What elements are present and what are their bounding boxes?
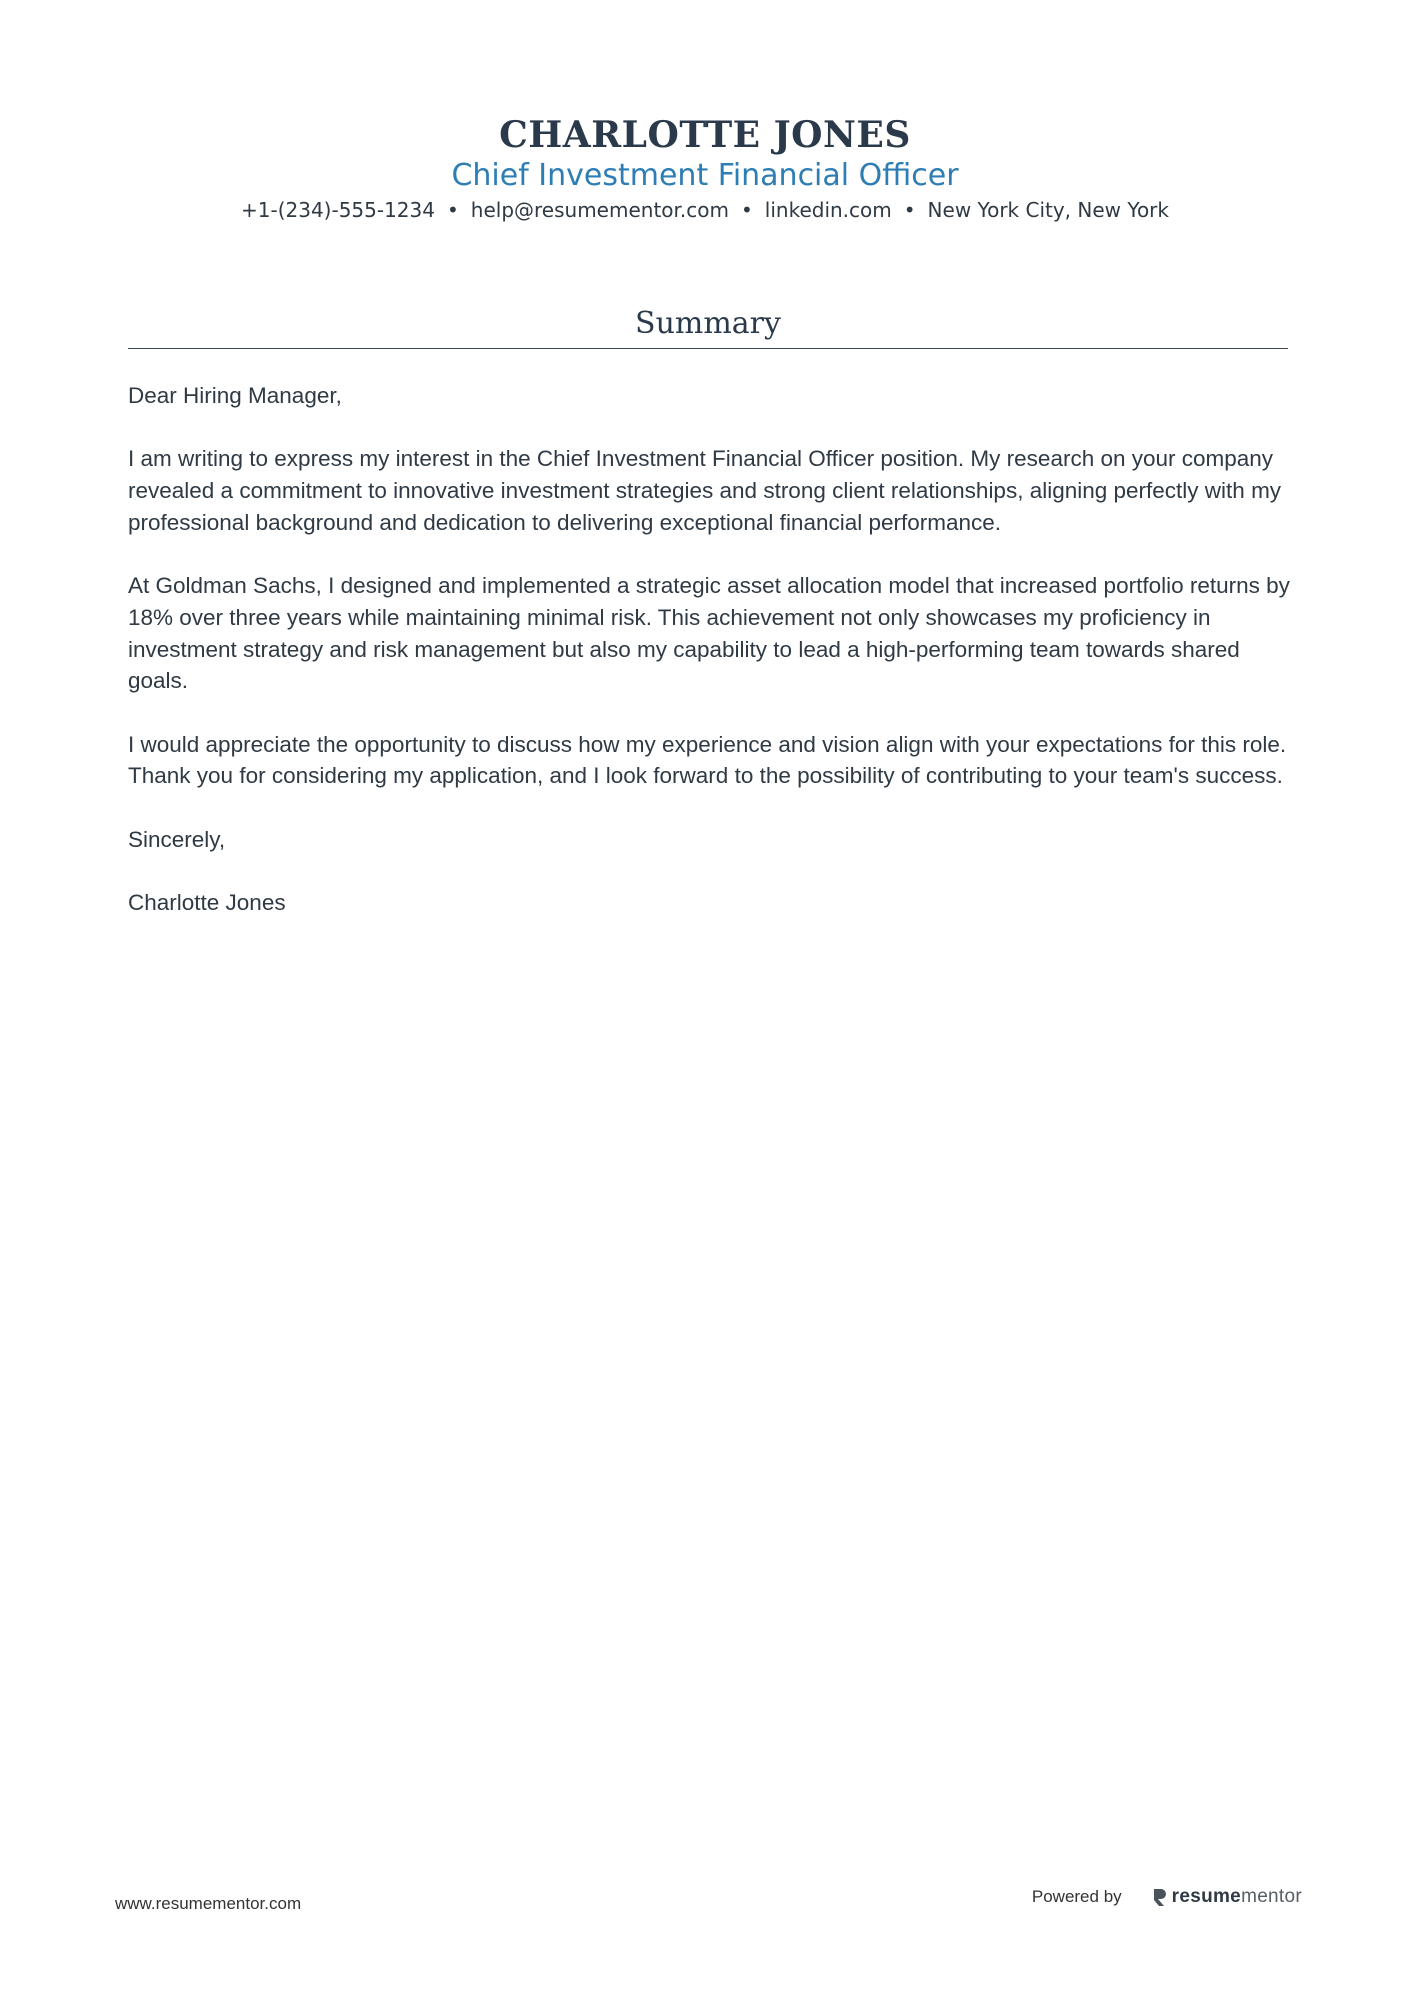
powered-by-label: Powered by [1031,1887,1122,1906]
contact-line [0,196,1410,224]
closing: Sincerely, [128,826,226,852]
resumementor-logo-icon [1152,1887,1168,1907]
contact-email: help@resumementor.com [470,198,729,222]
job-title: Chief Investment Financial Officer [451,158,959,193]
contact-separator: • [903,198,916,222]
contact-linkedin: linkedin.com [764,198,892,222]
resumementor-logo[interactable] [1152,1886,1302,1908]
letter-header [0,112,1410,224]
section-title: Summary [635,306,781,341]
contact-separator: • [740,198,753,222]
footer-branding [1032,1886,1302,1908]
signature: Charlotte Jones [128,890,286,916]
section-header [128,304,1288,349]
logo-text-resume: resume [1171,1886,1242,1907]
logo-text-mentor: mentor [1241,1886,1302,1907]
contact-location: New York City, New York [927,198,1169,222]
salutation: Dear Hiring Manager, [128,383,342,408]
letter-paragraph-2: At Goldman Sachs, I designed and implemented a strategic asset allocation model that increased portfolio returns by 18% over three years while maintaining minimal risk. This achievement not only showcases my proficiency in investment strategy and risk management but also my capability to lead a high-performing team towards shared goals. [128,573,1290,694]
contact-phone: +1-(234)-555-1234 [241,198,435,222]
candidate-name: CHARLOTTE JONES [499,114,911,156]
letter-body [128,380,1293,951]
letter-paragraph-1: I am writing to express my interest in the Chief Investment Financial Officer position. My research on your company revealed a commitment to innovative investment strategies and strong client relationships, aligning perfectly with my professional background and dedication to delivering exceptional financial performance. [128,446,1282,535]
contact-separator: • [446,198,459,222]
letter-paragraph-3: I would appreciate the opportunity to discuss how my experience and vision align with your expectations for this role. Thank you for considering my application, and I look forward to the possibility of contributing to your team's success. [128,731,1287,789]
footer-website[interactable]: www.resumementor.com [115,1894,302,1913]
